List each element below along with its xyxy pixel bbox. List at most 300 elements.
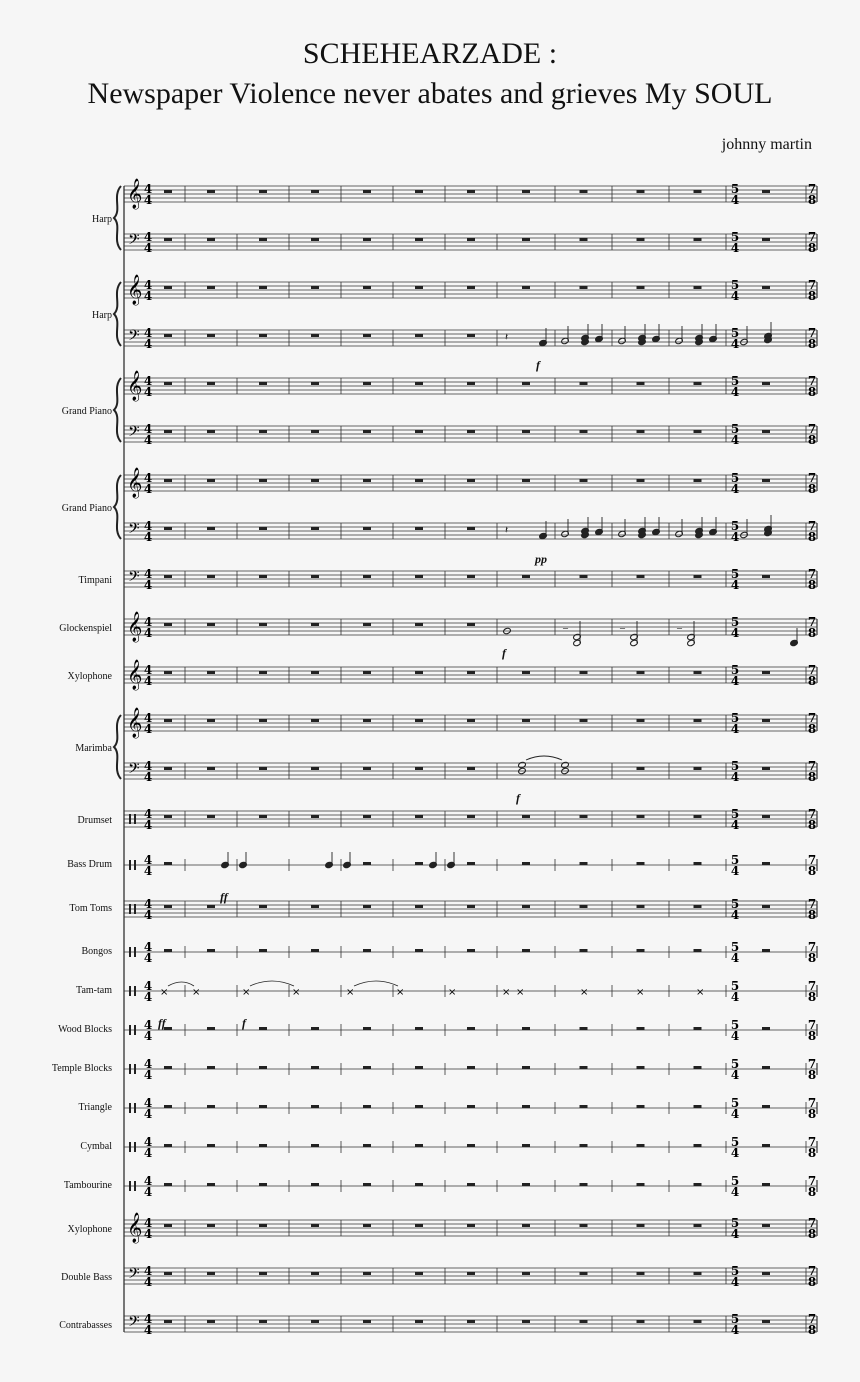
- time-signature-den: 4: [143, 1107, 153, 1121]
- whole-rest: [363, 949, 371, 952]
- time-signature-num: 4: [143, 663, 153, 677]
- time-signature-num: 4: [143, 615, 153, 629]
- instrument-label: Bongos: [81, 946, 112, 957]
- whole-rest: [311, 430, 319, 433]
- whole-rest: [207, 767, 215, 770]
- whole-rest: [164, 1272, 172, 1275]
- whole-rest: [637, 1027, 645, 1030]
- score-title-line2: Newspaper Violence never abates and grieves My SOUL: [87, 77, 773, 110]
- whole-rest: [259, 905, 267, 908]
- time-signature-num: 4: [143, 326, 153, 340]
- treble-clef: 𝄞: [127, 1213, 143, 1243]
- whole-rest: [164, 1066, 172, 1069]
- rest: –: [563, 623, 568, 634]
- percussion-clef: [129, 947, 131, 957]
- whole-rest: [694, 190, 702, 193]
- whole-rest: [694, 382, 702, 385]
- whole-rest: [694, 1066, 702, 1069]
- time-signature-den: 4: [143, 951, 153, 965]
- whole-rest: [762, 1105, 770, 1108]
- instrument-label: Drumset: [77, 815, 112, 826]
- whole-rest: [363, 430, 371, 433]
- time-signature-den: 4: [143, 1185, 153, 1199]
- whole-rest: [363, 1027, 371, 1030]
- time-signature-num: 4: [143, 471, 153, 485]
- time-signature-den: 4: [730, 626, 740, 640]
- note: [561, 761, 570, 768]
- whole-rest: [762, 815, 770, 818]
- whole-rest: [762, 238, 770, 241]
- whole-rest: [259, 334, 267, 337]
- time-signature-num: 7: [807, 615, 817, 629]
- whole-rest: [415, 1183, 423, 1186]
- whole-rest: [467, 286, 475, 289]
- whole-rest: [637, 1183, 645, 1186]
- x-notehead: ×: [346, 987, 355, 998]
- whole-rest: [207, 905, 215, 908]
- time-signature-num: 5: [730, 182, 740, 196]
- whole-rest: [637, 1105, 645, 1108]
- time-signature-den: 8: [807, 1323, 817, 1337]
- time-signature-num: 5: [730, 230, 740, 244]
- x-notehead: ×: [502, 987, 511, 998]
- instrument-label: Tam-tam: [76, 985, 112, 996]
- instrument-label: Grand Piano: [61, 503, 112, 514]
- x-notehead: ×: [636, 987, 645, 998]
- time-signature-den: 4: [730, 1068, 740, 1082]
- whole-rest: [207, 1027, 215, 1030]
- whole-rest: [415, 286, 423, 289]
- time-signature-num: 5: [730, 1312, 740, 1326]
- time-signature-num: 7: [807, 230, 817, 244]
- brace: [114, 475, 121, 539]
- whole-rest: [694, 1027, 702, 1030]
- whole-rest: [311, 1144, 319, 1147]
- whole-rest: [415, 479, 423, 482]
- whole-rest: [311, 479, 319, 482]
- instrument-label: Cymbal: [80, 1141, 112, 1152]
- whole-rest: [580, 1027, 588, 1030]
- time-signature-den: 4: [730, 482, 740, 496]
- bass-clef: 𝄢: [128, 760, 140, 781]
- whole-rest: [415, 815, 423, 818]
- whole-rest: [415, 719, 423, 722]
- whole-rest: [694, 575, 702, 578]
- time-signature-num: 4: [143, 1312, 153, 1326]
- time-signature-num: 7: [807, 422, 817, 436]
- time-signature-num: 5: [730, 853, 740, 867]
- x-notehead: ×: [696, 987, 705, 998]
- time-signature-num: 5: [730, 1018, 740, 1032]
- whole-rest: [467, 479, 475, 482]
- time-signature-den: 4: [730, 722, 740, 736]
- time-signature-den: 8: [807, 674, 817, 688]
- time-signature-num: 5: [730, 940, 740, 954]
- time-signature-den: 4: [143, 1029, 153, 1043]
- whole-rest: [164, 382, 172, 385]
- whole-rest: [207, 430, 215, 433]
- time-signature-num: 4: [143, 182, 153, 196]
- whole-rest: [467, 1105, 475, 1108]
- whole-rest: [363, 1066, 371, 1069]
- time-signature-num: 4: [143, 1174, 153, 1188]
- time-signature-den: 4: [730, 1323, 740, 1337]
- whole-rest: [694, 1183, 702, 1186]
- whole-rest: [259, 238, 267, 241]
- whole-rest: [363, 1105, 371, 1108]
- time-signature-den: 4: [143, 722, 153, 736]
- instrument-label: Xylophone: [67, 671, 112, 682]
- whole-rest: [694, 1224, 702, 1227]
- time-signature-num: 5: [730, 422, 740, 436]
- time-signature-num: 4: [143, 519, 153, 533]
- bass-clef: 𝄢: [128, 327, 140, 348]
- time-signature-num: 7: [807, 278, 817, 292]
- whole-rest: [467, 623, 475, 626]
- whole-rest: [311, 1183, 319, 1186]
- whole-rest: [363, 719, 371, 722]
- time-signature-num: 5: [730, 1135, 740, 1149]
- time-signature-num: 7: [807, 326, 817, 340]
- whole-rest: [467, 238, 475, 241]
- whole-rest: [259, 1320, 267, 1323]
- whole-rest: [415, 623, 423, 626]
- whole-rest: [415, 862, 423, 865]
- whole-rest: [164, 430, 172, 433]
- whole-rest: [415, 575, 423, 578]
- whole-rest: [415, 767, 423, 770]
- whole-rest: [522, 1183, 530, 1186]
- whole-rest: [311, 575, 319, 578]
- whole-rest: [259, 1066, 267, 1069]
- dynamic-marking: pp: [535, 552, 547, 566]
- whole-rest: [467, 767, 475, 770]
- time-signature-den: 4: [730, 337, 740, 351]
- time-signature-num: 7: [807, 979, 817, 993]
- whole-rest: [311, 767, 319, 770]
- whole-rest: [311, 527, 319, 530]
- whole-rest: [637, 479, 645, 482]
- whole-rest: [580, 1066, 588, 1069]
- time-signature-den: 4: [143, 1227, 153, 1241]
- time-signature-den: 8: [807, 1185, 817, 1199]
- time-signature-den: 4: [730, 1146, 740, 1160]
- bass-clef: 𝄢: [128, 231, 140, 252]
- whole-rest: [637, 949, 645, 952]
- time-signature-den: 8: [807, 289, 817, 303]
- treble-clef: 𝄞: [127, 371, 143, 401]
- time-signature-den: 8: [807, 1029, 817, 1043]
- time-signature-den: 4: [143, 1068, 153, 1082]
- whole-rest: [311, 382, 319, 385]
- whole-rest: [415, 190, 423, 193]
- time-signature-den: 4: [730, 1185, 740, 1199]
- whole-rest: [762, 430, 770, 433]
- time-signature-den: 8: [807, 1275, 817, 1289]
- time-signature-den: 4: [730, 864, 740, 878]
- brace: [114, 378, 121, 442]
- time-signature-num: 4: [143, 759, 153, 773]
- x-notehead: ×: [292, 987, 301, 998]
- instrument-label: Tambourine: [63, 1180, 112, 1191]
- whole-rest: [207, 1272, 215, 1275]
- whole-rest: [467, 1224, 475, 1227]
- time-signature-den: 4: [143, 864, 153, 878]
- whole-rest: [637, 286, 645, 289]
- whole-rest: [259, 382, 267, 385]
- time-signature-den: 4: [143, 337, 153, 351]
- whole-rest: [580, 1224, 588, 1227]
- time-signature-den: 4: [730, 433, 740, 447]
- time-signature-num: 7: [807, 759, 817, 773]
- time-signature-den: 4: [730, 990, 740, 1004]
- time-signature-den: 4: [730, 1275, 740, 1289]
- time-signature-den: 8: [807, 990, 817, 1004]
- whole-rest: [415, 238, 423, 241]
- whole-rest: [415, 1066, 423, 1069]
- whole-rest: [415, 1027, 423, 1030]
- whole-rest: [694, 719, 702, 722]
- instrument-label: Triangle: [78, 1102, 112, 1113]
- rest: –: [620, 623, 625, 634]
- time-signature-den: 8: [807, 908, 817, 922]
- whole-rest: [207, 575, 215, 578]
- whole-rest: [415, 905, 423, 908]
- whole-rest: [311, 1066, 319, 1069]
- time-signature-num: 4: [143, 979, 153, 993]
- whole-rest: [637, 382, 645, 385]
- whole-rest: [415, 671, 423, 674]
- whole-rest: [580, 479, 588, 482]
- time-signature-num: 5: [730, 663, 740, 677]
- whole-rest: [637, 430, 645, 433]
- time-signature-den: 4: [730, 530, 740, 544]
- time-signature-den: 8: [807, 1068, 817, 1082]
- time-signature-num: 4: [143, 807, 153, 821]
- time-signature-den: 8: [807, 193, 817, 207]
- whole-rest: [580, 575, 588, 578]
- time-signature-num: 7: [807, 567, 817, 581]
- whole-rest: [637, 905, 645, 908]
- time-signature-num: 7: [807, 940, 817, 954]
- time-signature-den: 4: [730, 241, 740, 255]
- percussion-clef: [134, 814, 136, 824]
- brace: [114, 186, 121, 250]
- whole-rest: [164, 623, 172, 626]
- whole-rest: [363, 1183, 371, 1186]
- time-signature-den: 4: [730, 1227, 740, 1241]
- whole-rest: [762, 1027, 770, 1030]
- whole-rest: [164, 1320, 172, 1323]
- percussion-clef: [134, 1181, 136, 1191]
- whole-rest: [522, 382, 530, 385]
- time-signature-num: 7: [807, 1135, 817, 1149]
- whole-rest: [415, 430, 423, 433]
- whole-rest: [580, 1144, 588, 1147]
- time-signature-den: 8: [807, 337, 817, 351]
- tie: [168, 982, 194, 986]
- whole-rest: [259, 949, 267, 952]
- time-signature-num: 7: [807, 1264, 817, 1278]
- whole-rest: [580, 1183, 588, 1186]
- time-signature-num: 7: [807, 471, 817, 485]
- whole-rest: [467, 527, 475, 530]
- whole-rest: [467, 905, 475, 908]
- dynamic-marking: f: [516, 791, 520, 805]
- whole-rest: [580, 430, 588, 433]
- whole-rest: [694, 430, 702, 433]
- time-signature-num: 5: [730, 1096, 740, 1110]
- x-notehead: ×: [192, 987, 201, 998]
- whole-rest: [164, 238, 172, 241]
- percussion-clef: [129, 904, 131, 914]
- whole-rest: [694, 1272, 702, 1275]
- whole-rest: [467, 1066, 475, 1069]
- whole-rest: [762, 1144, 770, 1147]
- whole-rest: [637, 671, 645, 674]
- whole-rest: [259, 815, 267, 818]
- time-signature-den: 4: [143, 530, 153, 544]
- x-notehead: ×: [516, 987, 525, 998]
- whole-rest: [522, 862, 530, 865]
- time-signature-num: 7: [807, 711, 817, 725]
- whole-rest: [164, 1144, 172, 1147]
- time-signature-num: 7: [807, 1174, 817, 1188]
- percussion-clef: [134, 986, 136, 996]
- whole-rest: [580, 862, 588, 865]
- whole-rest: [580, 815, 588, 818]
- instrument-label: Harp: [92, 310, 112, 321]
- whole-rest: [522, 286, 530, 289]
- whole-rest: [694, 949, 702, 952]
- whole-rest: [580, 1272, 588, 1275]
- whole-rest: [580, 1105, 588, 1108]
- whole-rest: [207, 190, 215, 193]
- time-signature-den: 8: [807, 1227, 817, 1241]
- treble-clef: 𝄞: [127, 708, 143, 738]
- whole-rest: [694, 1320, 702, 1323]
- whole-rest: [207, 949, 215, 952]
- whole-rest: [522, 190, 530, 193]
- dynamic-marking: f: [242, 1016, 246, 1030]
- time-signature-num: 7: [807, 807, 817, 821]
- whole-rest: [467, 382, 475, 385]
- whole-rest: [762, 190, 770, 193]
- whole-rest: [363, 862, 371, 865]
- whole-rest: [580, 719, 588, 722]
- time-signature-num: 7: [807, 374, 817, 388]
- whole-rest: [164, 286, 172, 289]
- time-signature-num: 5: [730, 615, 740, 629]
- time-signature-den: 4: [143, 908, 153, 922]
- time-signature-den: 4: [143, 770, 153, 784]
- whole-rest: [207, 1144, 215, 1147]
- tie: [526, 756, 562, 760]
- whole-rest: [522, 575, 530, 578]
- whole-rest: [467, 949, 475, 952]
- whole-rest: [522, 479, 530, 482]
- treble-clef: 𝄞: [127, 275, 143, 305]
- whole-rest: [762, 767, 770, 770]
- whole-rest: [164, 767, 172, 770]
- instrument-label: Contrabasses: [59, 1320, 112, 1331]
- time-signature-num: 7: [807, 1096, 817, 1110]
- time-signature-num: 7: [807, 1216, 817, 1230]
- percussion-clef: [129, 814, 131, 824]
- percussion-clef: [134, 1103, 136, 1113]
- bass-clef: 𝄢: [128, 423, 140, 444]
- time-signature-den: 8: [807, 864, 817, 878]
- whole-rest: [522, 949, 530, 952]
- whole-rest: [259, 767, 267, 770]
- whole-rest: [207, 479, 215, 482]
- instrument-label: Timpani: [78, 575, 112, 586]
- whole-rest: [637, 815, 645, 818]
- time-signature-num: 7: [807, 1057, 817, 1071]
- time-signature-num: 4: [143, 1264, 153, 1278]
- whole-rest: [467, 1144, 475, 1147]
- whole-rest: [311, 1320, 319, 1323]
- time-signature-num: 4: [143, 278, 153, 292]
- whole-rest: [580, 286, 588, 289]
- whole-rest: [580, 671, 588, 674]
- time-signature-den: 4: [730, 951, 740, 965]
- whole-rest: [467, 671, 475, 674]
- percussion-clef: [129, 1103, 131, 1113]
- treble-clef: 𝄞: [127, 468, 143, 498]
- time-signature-den: 8: [807, 818, 817, 832]
- whole-rest: [694, 671, 702, 674]
- whole-rest: [164, 815, 172, 818]
- whole-rest: [207, 719, 215, 722]
- time-signature-num: 4: [143, 711, 153, 725]
- time-signature-num: 5: [730, 1174, 740, 1188]
- treble-clef: 𝄞: [127, 660, 143, 690]
- brace: [114, 282, 121, 346]
- time-signature-num: 4: [143, 567, 153, 581]
- bass-clef: 𝄢: [128, 568, 140, 589]
- whole-rest: [522, 1027, 530, 1030]
- whole-rest: [694, 905, 702, 908]
- whole-rest: [363, 815, 371, 818]
- whole-rest: [694, 862, 702, 865]
- whole-rest: [467, 334, 475, 337]
- whole-rest: [207, 382, 215, 385]
- whole-rest: [415, 334, 423, 337]
- whole-rest: [522, 671, 530, 674]
- time-signature-den: 4: [730, 1107, 740, 1121]
- whole-rest: [164, 671, 172, 674]
- whole-rest: [694, 238, 702, 241]
- dynamic-marking: f: [536, 358, 540, 372]
- time-signature-den: 4: [143, 385, 153, 399]
- rest: 𝄽: [505, 525, 509, 536]
- dynamic-marking: ff: [158, 1016, 166, 1030]
- whole-rest: [363, 286, 371, 289]
- whole-rest: [259, 1027, 267, 1030]
- whole-rest: [311, 190, 319, 193]
- time-signature-den: 8: [807, 578, 817, 592]
- time-signature-den: 4: [143, 241, 153, 255]
- time-signature-den: 4: [730, 674, 740, 688]
- whole-rest: [207, 1066, 215, 1069]
- x-notehead: ×: [242, 987, 251, 998]
- treble-clef: 𝄞: [127, 179, 143, 209]
- time-signature-den: 4: [730, 193, 740, 207]
- whole-rest: [164, 719, 172, 722]
- whole-rest: [637, 1066, 645, 1069]
- time-signature-den: 4: [143, 482, 153, 496]
